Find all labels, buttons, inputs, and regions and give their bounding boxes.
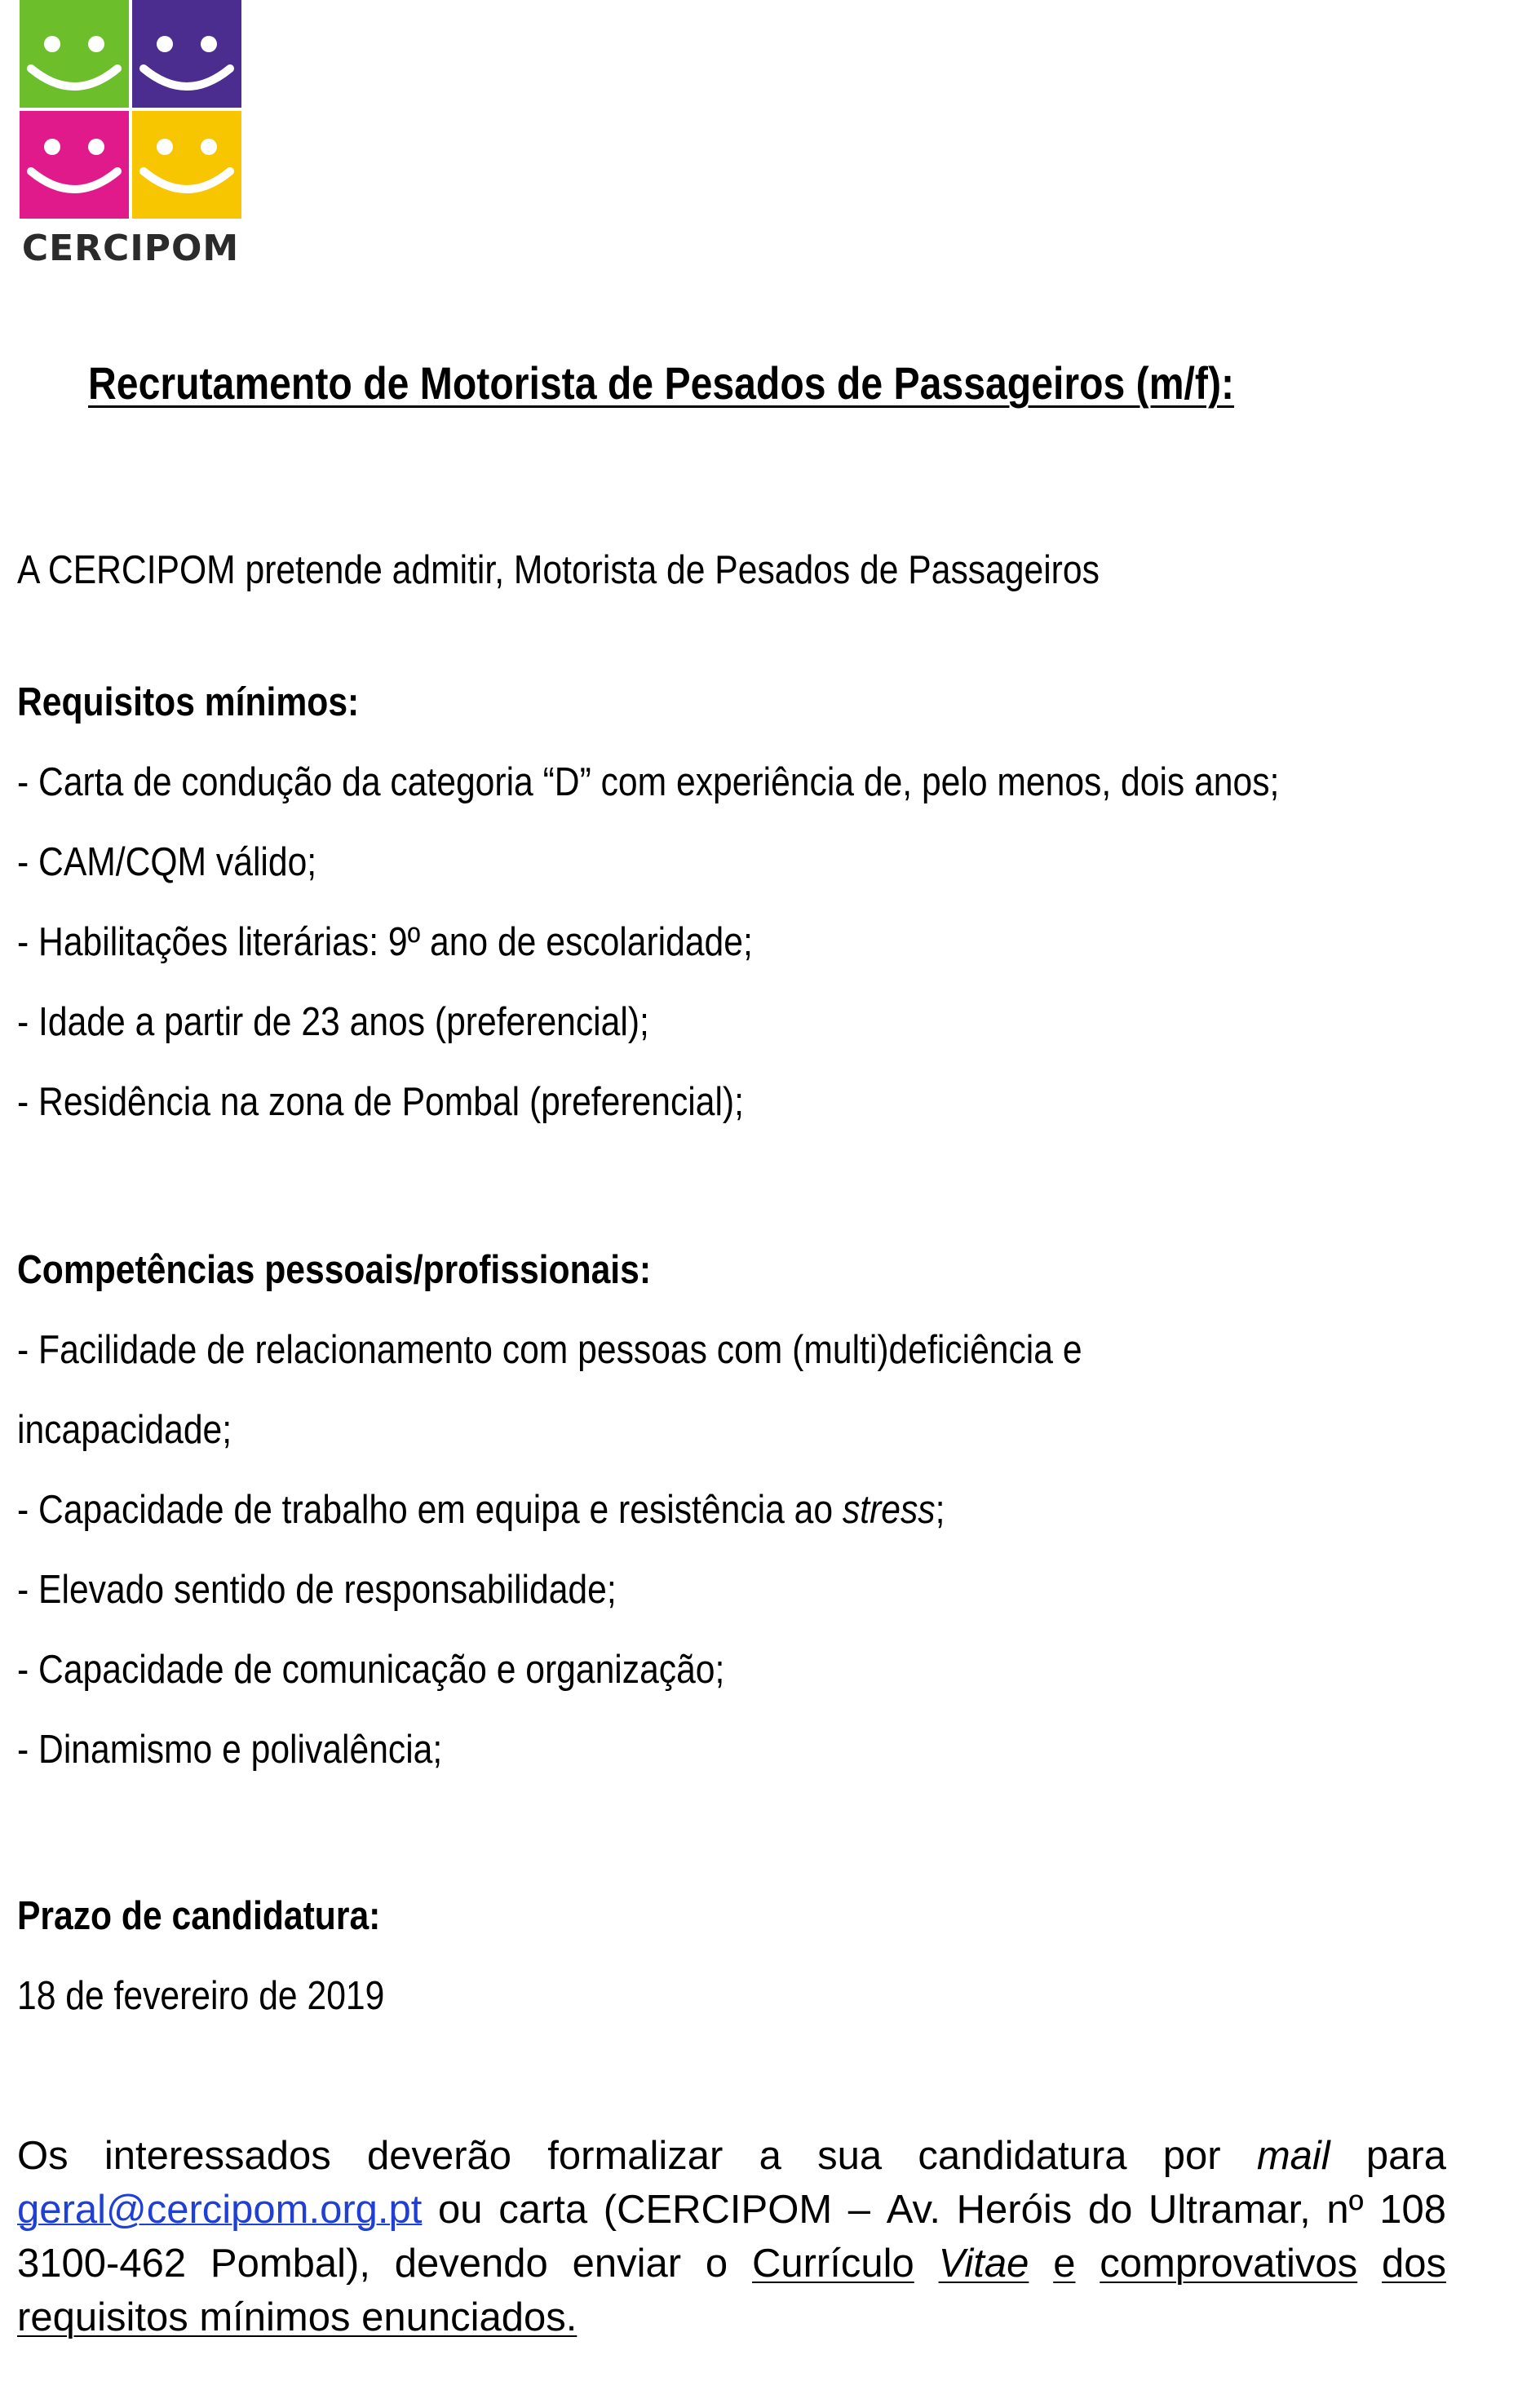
word: Heróis	[956, 2188, 1073, 2232]
logo-wordmark: CERCIPOM	[21, 228, 240, 269]
email-link[interactable]: geral@cercipom.org.pt	[17, 2188, 423, 2232]
word: Os	[17, 2134, 69, 2178]
smiley-yellow-icon	[132, 111, 241, 219]
list-item: - Idade a partir de 23 anos (preferencial);	[17, 1000, 649, 1044]
list-item: - CAM/CQM válido;	[17, 840, 317, 884]
word: do	[1087, 2188, 1133, 2232]
word: devendo	[394, 2242, 548, 2286]
cercipom-logo	[20, 0, 241, 271]
smiley-purple-icon	[132, 0, 241, 108]
word-italic: mail	[1256, 2134, 1330, 2178]
word: para	[1365, 2134, 1446, 2178]
word: Ultramar,	[1148, 2188, 1311, 2232]
list-item-continuation: incapacidade;	[17, 1408, 232, 1452]
smiley-magenta-icon	[20, 111, 129, 219]
word: o	[705, 2242, 728, 2286]
word: formalizar	[547, 2134, 724, 2178]
list-item: - Facilidade de relacionamento com pessoas com (multi)deficiência e	[17, 1328, 1082, 1372]
list-item: - Capacidade de comunicação e organização;	[17, 1648, 725, 1692]
word: 3100-462	[17, 2242, 187, 2286]
word: Av.	[886, 2188, 940, 2232]
word-underlined: comprovativos	[1100, 2242, 1358, 2286]
item-italic-text: stress	[842, 1488, 936, 1532]
intro-block	[17, 530, 1261, 610]
paragraph-line-3	[17, 2237, 1446, 2290]
word: interessados	[104, 2134, 331, 2178]
paragraph-line-2	[17, 2183, 1446, 2237]
prazo-date: 18 de fevereiro de 2019	[17, 1974, 385, 2018]
list-item: - Residência na zona de Pombal (preferencial);	[17, 1080, 744, 1124]
list-item: - Habilitações literárias: 9º ano de escolaridade;	[17, 920, 753, 964]
smiley-green-icon	[20, 0, 129, 108]
word: nº	[1326, 2188, 1364, 2232]
word-underlined-italic: Vitae	[938, 2242, 1029, 2286]
word: a	[759, 2134, 781, 2178]
application-instructions	[17, 2129, 1446, 2344]
word: Pombal),	[210, 2242, 370, 2286]
paragraph-line-4	[17, 2290, 1446, 2344]
list-item	[17, 1470, 1082, 1550]
requisitos-heading: Requisitos mínimos:	[17, 680, 360, 724]
word: enviar	[572, 2242, 682, 2286]
word: deverão	[366, 2134, 512, 2178]
word: por	[1162, 2134, 1221, 2178]
word-underlined: dos	[1381, 2242, 1446, 2286]
word: 108	[1379, 2188, 1446, 2232]
word-underlined: Currículo	[751, 2242, 914, 2286]
competencias-heading: Competências pessoais/profissionais:	[17, 1248, 652, 1292]
list-item: - Carta de condução da categoria “D” com experiência de, pelo menos, dois anos;	[17, 760, 1280, 804]
list-item: - Elevado sentido de responsabilidade;	[17, 1568, 617, 1612]
item-suffix: ;	[935, 1488, 945, 1532]
word-underlined: e	[1053, 2242, 1076, 2286]
word: sua	[817, 2134, 883, 2178]
intro-text: A CERCIPOM pretende admitir, Motorista de Pesados de Passageiros	[17, 548, 1100, 592]
page-title: Recrutamento de Motorista de Pesados de Passageiros (m/f):	[88, 357, 1235, 409]
logo-grid	[20, 0, 241, 219]
word: (CERCIPOM	[603, 2188, 833, 2232]
underlined-text: requisitos mínimos enunciados.	[17, 2295, 578, 2339]
list-item: - Dinamismo e polivalência;	[17, 1728, 443, 1772]
word: –	[847, 2188, 871, 2232]
paragraph-line-1	[17, 2129, 1446, 2183]
word: candidatura	[918, 2134, 1127, 2178]
prazo-section	[17, 1876, 440, 2036]
item-text: - Capacidade de trabalho em equipa e resistência ao	[17, 1488, 843, 1532]
word: ou	[438, 2188, 483, 2232]
competencias-section	[17, 1230, 1241, 1790]
prazo-heading: Prazo de candidatura:	[17, 1894, 381, 1938]
word: carta	[498, 2188, 588, 2232]
requisitos-section	[17, 662, 1468, 1142]
